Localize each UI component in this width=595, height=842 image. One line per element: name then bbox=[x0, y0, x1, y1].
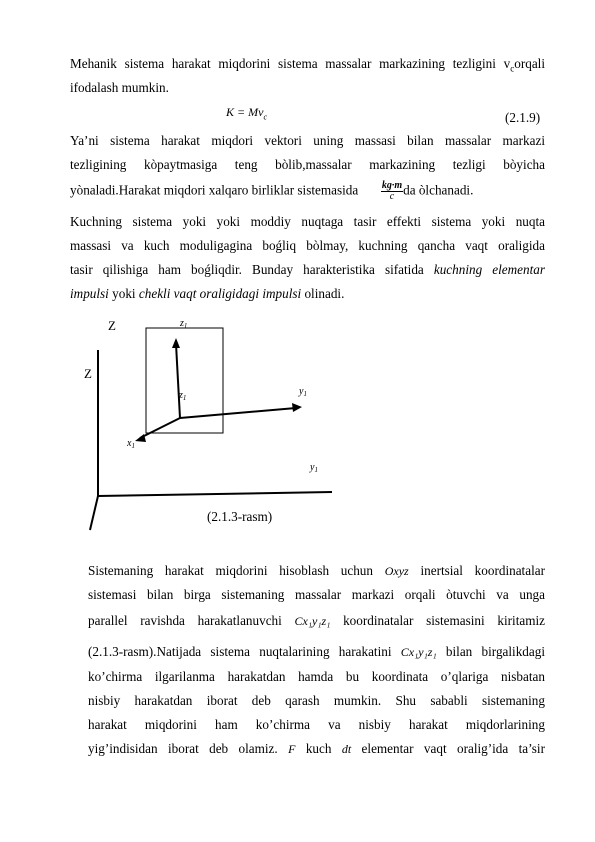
paragraph-4-line-2: sistemasi bilan birga sistemaning massalar markazi orqali òtuvchi va unga bbox=[88, 587, 545, 602]
label-z-left: Z bbox=[84, 366, 92, 381]
paragraph-4-line-7: harakat miqdorini ham ko’chirma va nisbiy harakat miqdorlarining bbox=[88, 717, 545, 732]
equation-formula: $K = Mv_c$ bbox=[226, 105, 267, 122]
label-z-top: Z bbox=[108, 318, 116, 333]
paragraph-3-line-4: impulsi yoki chekli vaqt oraligidagi impulsi olinadi. bbox=[70, 286, 345, 301]
equation-number: (2.1.9) bbox=[505, 110, 541, 125]
label-z1-inner: $z_1$ bbox=[179, 390, 187, 402]
paragraph-2-line-2: tezligining kòpaytmasiga teng bòlib,massalar markazining tezligi bòyicha bbox=[70, 157, 545, 172]
axis-y1 bbox=[180, 408, 296, 418]
axis-z1-arrow bbox=[172, 338, 180, 348]
paragraph-2-line-1: Ya’ni sistema harakat miqdori vektori uning massasi bilan massalar markazi bbox=[70, 133, 545, 148]
label-x1: $x_1$ bbox=[127, 438, 135, 450]
coordinate-figure bbox=[0, 310, 595, 540]
axis-x bbox=[90, 496, 98, 530]
paragraph-4-line-3: parallel ravishda harakatlanuvchi Cx₁y₁z₁ koordinatalar sistemasini kiritamiz bbox=[88, 613, 545, 628]
figure-caption: (2.1.3-rasm) bbox=[207, 509, 273, 524]
symbol-dt: dt bbox=[341, 742, 352, 756]
paragraph-4-line-6: nisbiy harakatdan iborat deb qarash mumkin. Shu sababli sistemaning bbox=[88, 693, 545, 708]
label-y1-right: $y_1$ bbox=[299, 386, 307, 398]
symbol-cx1y1z1-b: Cx₁y₁z₁ bbox=[400, 645, 437, 659]
paragraph-3-line-2: massasi va kuch moduligagina boǵliq bòlmay, kuchning qancha vaqt oraligida bbox=[70, 238, 545, 253]
axis-y bbox=[98, 492, 332, 496]
paragraph-1-line-2: ifodalash mumkin. bbox=[70, 80, 169, 95]
symbol-cx1y1z1: Cx₁y₁z₁ bbox=[294, 614, 331, 628]
paragraph-3-line-1: Kuchning sistema yoki yoki moddiy nuqtaga tasir effekti sistema yoki nuqta bbox=[70, 214, 545, 229]
symbol-f: F bbox=[288, 742, 296, 756]
paragraph-4-line-5: ko’chirma ilgarilanma harakatdan hamda bu koordinata o’qlariga nisbatan bbox=[88, 669, 545, 684]
paragraph-2-line-3: yònaladi.Harakat miqdori xalqaro birliklar sistemasida $\frac{kg\cdot m}{c}$ da òlchanadi. bbox=[70, 180, 474, 202]
symbol-oxyz: Oxyz bbox=[384, 564, 409, 578]
unit-fraction: $\frac{kg\cdot m}{c}$ bbox=[381, 180, 403, 202]
paragraph-1-line-1: Mehanik sistema harakat miqdorini sistema massalar markazining tezligini $v_corqali$ bbox=[70, 56, 545, 74]
label-z1-top: $z_1$ bbox=[180, 318, 188, 330]
paragraph-3-line-3: tasir qilishiga ham boǵliqdir. Bunday harakteristika sifatida kuchning elementar bbox=[70, 262, 545, 277]
axis-y1-arrow bbox=[292, 403, 302, 412]
paragraph-4-line-8: yig’indisidan iborat deb olamiz. F kuch dt elementar vaqt oralig’ida ta’sir bbox=[88, 741, 545, 756]
paragraph-4-line-1: Sistemaning harakat miqdorini hisoblash uchun Oxyz inertsial koordinatalar bbox=[88, 563, 545, 578]
axis-z1 bbox=[176, 344, 180, 418]
paragraph-4-line-4: (2.1.3-rasm).Natijada sistema nuqtalarining harakatini Cx₁y₁z₁ bilan birgalikdagi bbox=[88, 644, 546, 659]
label-y-lower: $y_1$ bbox=[310, 462, 318, 474]
